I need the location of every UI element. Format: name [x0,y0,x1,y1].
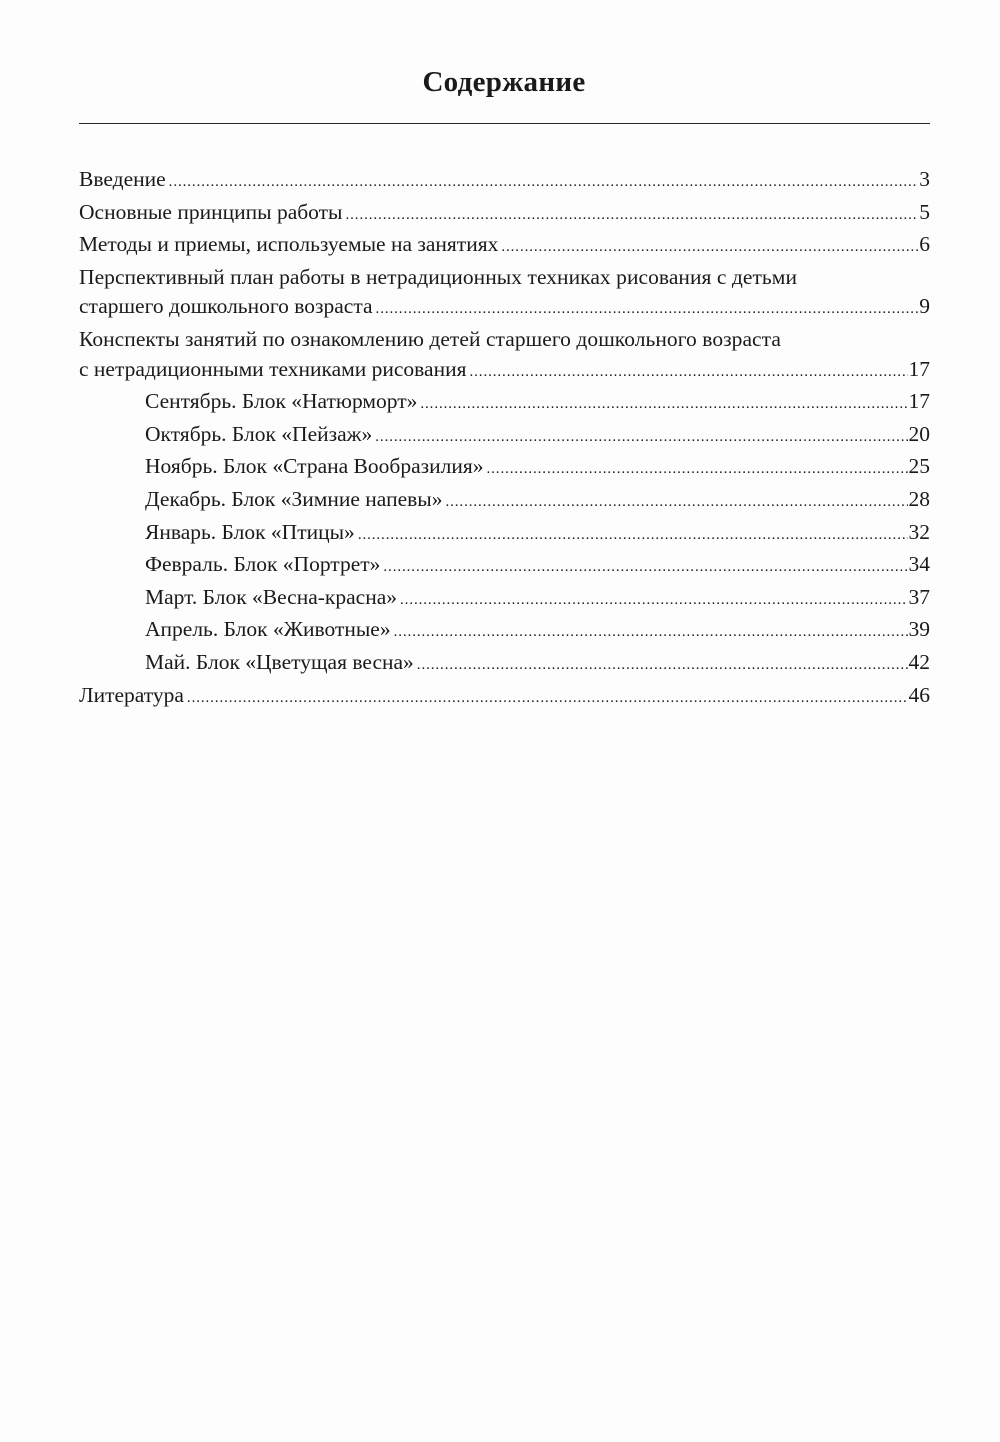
toc-entry-page: 25 [908,454,930,479]
toc-entry-page: 42 [908,649,930,674]
toc-entry-methods[interactable] [79,230,930,263]
toc-entry-page: 37 [908,584,930,609]
dot-leader [394,618,908,648]
dot-leader [346,201,919,231]
toc-subentry-december[interactable] [79,485,930,518]
toc-entry-label: Введение [79,167,166,191]
toc-entry-label-line1: Перспективный план работы в нетрадиционных техниках рисования с детьми [79,264,797,289]
toc-entry-label: Методы и приемы, используемые на занятиях [79,232,499,257]
dot-leader [358,521,908,551]
dot-leader [417,651,908,681]
dot-leader [445,488,907,518]
toc-entry-label: Март. Блок «Весна-красна» [145,584,398,609]
title-divider [79,123,930,124]
toc-subentry-january[interactable] [79,518,930,551]
toc-entry-lesson-notes[interactable] [79,325,930,387]
toc-entry-principles[interactable] [79,198,930,231]
toc-entry-label: Апрель. Блок «Животные» [145,617,391,642]
toc-entry-label: Сентябрь. Блок «Натюрморт» [145,389,418,414]
toc-entry-page: 46 [908,682,930,707]
toc-entry-literature[interactable] [79,681,930,714]
toc-entry-page: 5 [919,199,930,224]
toc-entry-page: 6 [919,232,930,257]
toc-subentry-april[interactable] [79,615,930,648]
toc-entry-label: Ноябрь. Блок «Страна Вообразилия» [145,454,484,479]
dot-leader [169,168,919,198]
dot-leader [375,423,907,453]
toc-subentry-november[interactable] [79,452,930,485]
toc-entry-label: Октябрь. Блок «Пейзаж» [145,421,373,446]
toc-subentry-february[interactable] [79,550,930,583]
dot-leader [400,586,907,616]
toc-entry-page: 3 [919,167,930,191]
page-title: Содержание [422,66,586,98]
toc-entry-page: 32 [908,519,930,544]
toc-subentry-may[interactable] [79,648,930,681]
dot-leader [420,390,907,420]
toc-entry-label: старшего дошкольного возраста [79,294,373,319]
toc-entry-page: 9 [919,294,930,319]
dot-leader [383,553,907,583]
toc-entry-page: 20 [908,421,930,446]
dot-leader [470,358,908,388]
toc-entry-label: Январь. Блок «Птицы» [145,519,355,544]
toc-entry-introduction[interactable] [79,165,930,198]
dot-leader [487,455,908,485]
toc-entry-page: 17 [908,356,930,381]
table-of-contents [79,165,930,713]
dot-leader [187,684,908,714]
toc-entry-label: Май. Блок «Цветущая весна» [145,649,414,674]
toc-entry-label: с нетрадиционными техниками рисования [79,356,467,381]
toc-entry-page: 28 [908,486,930,511]
toc-subentry-october[interactable] [79,420,930,453]
toc-subentry-september[interactable] [79,387,930,420]
toc-entry-label: Основные принципы работы [79,199,343,224]
toc-entry-label-line1: Конспекты занятий по ознакомлению детей старшего дошкольного возраста [79,326,781,351]
toc-entry-page: 34 [908,552,930,577]
toc-entry-page: 39 [908,617,930,642]
dot-leader [376,295,919,325]
toc-entry-label: Литература [79,682,184,707]
toc-subentry-march[interactable] [79,583,930,616]
toc-entry-label: Декабрь. Блок «Зимние напевы» [145,486,443,511]
toc-entry-label: Февраль. Блок «Портрет» [145,552,381,577]
dot-leader [501,233,918,263]
toc-entry-work-plan[interactable] [79,263,930,325]
toc-entry-page: 17 [908,389,930,414]
